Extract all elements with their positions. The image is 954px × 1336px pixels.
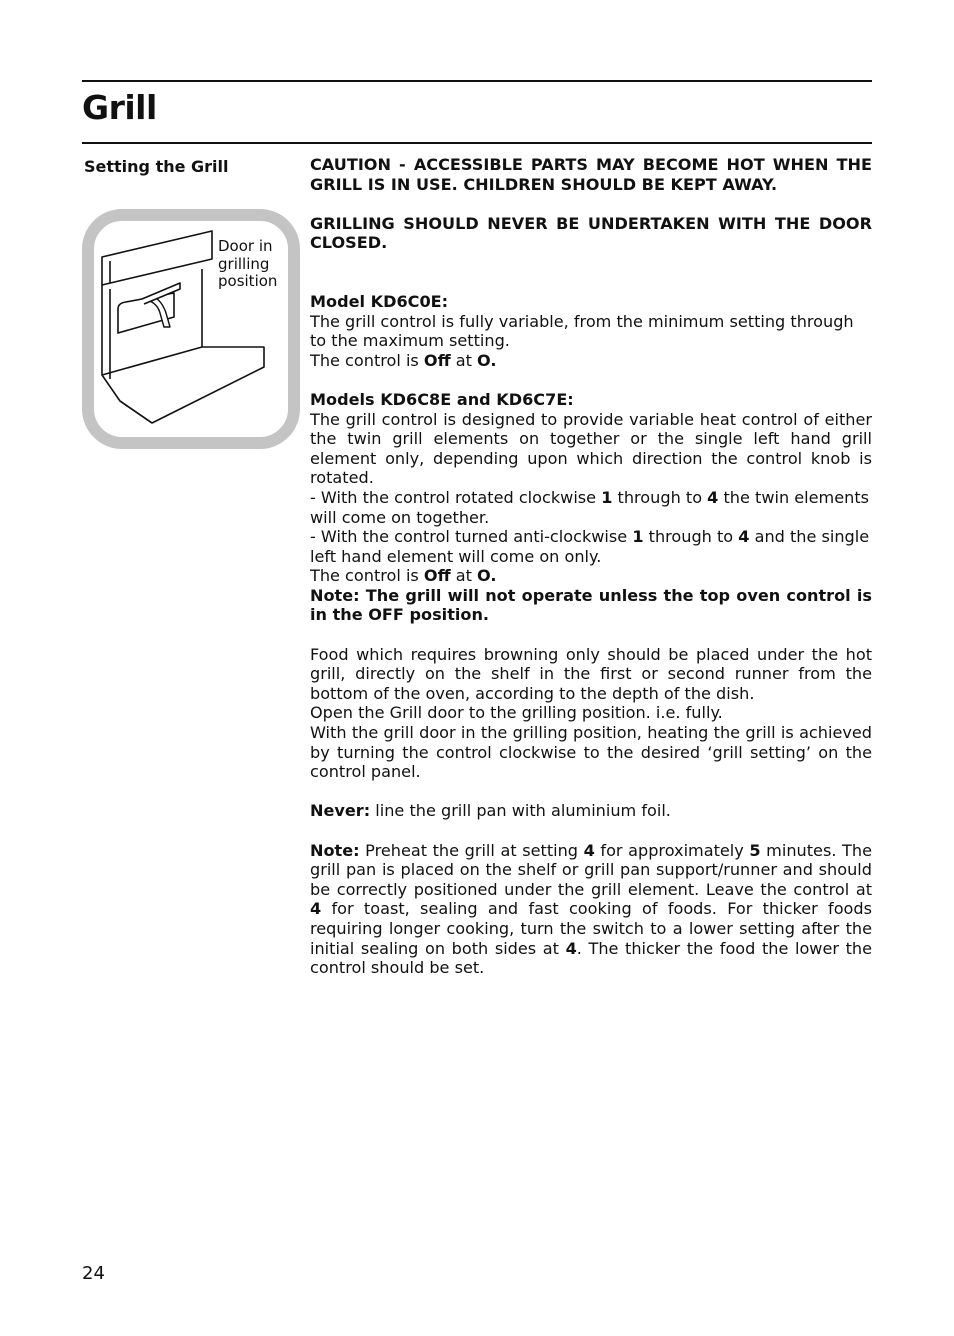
page-number: 24 xyxy=(82,1263,105,1284)
figure-caption-line: Door in xyxy=(218,237,273,255)
food-placement-text: Food which requires browning only should be placed under the hot grill, directly on the shelf in the first or second runner from the bottom of the oven, according to the depth of the dish. xyxy=(310,644,872,703)
top-rule xyxy=(82,80,872,82)
figure-caption xyxy=(218,238,277,291)
figure-caption-line: grilling xyxy=(218,254,270,273)
door-closed-warning: GRILLING SHOULD NEVER BE UNDERTAKEN WITH THE DOOR CLOSED. xyxy=(310,213,872,253)
off-position-text: The control is Off at O. xyxy=(310,350,497,370)
models-description: The grill control is designed to provide variable heat control of either the twin grill elements on together or the single left hand grill element only, depending upon which direction the control knob is rotated. xyxy=(310,409,872,488)
clockwise-text: - With the control rotated clockwise 1 through to 4 the twin elements will come on together. xyxy=(310,487,870,527)
off-position-text: The control is Off at O. xyxy=(310,566,497,586)
page-title: Grill xyxy=(82,88,157,127)
grill-heating-text: With the grill door in the grilling position, heating the grill is achieved by turning the control clockwise to the desired ‘grill setting’ on the control panel. xyxy=(310,723,872,782)
model-description: The grill control is fully variable, from the minimum setting through to the maximum setting. xyxy=(310,311,854,351)
door-position-text: Open the Grill door to the grilling position. i.e. fully. xyxy=(310,703,723,723)
model-heading: Model KD6C0E: xyxy=(310,291,449,311)
never-warning: Never: line the grill pan with aluminium foil. xyxy=(310,801,671,821)
main-content xyxy=(310,155,872,978)
figure-caption-line: position xyxy=(218,272,278,290)
models-heading: Models KD6C8E and KD6C7E: xyxy=(310,389,574,409)
preheat-note: Note: Preheat the grill at setting 4 for approximately 5 minutes. The grill pan is placed on the shelf or grill pan support/runner and should be correctly positioned under the grill element. Leave the control at 4 for toast, sealing and fast cooking of foods. For thicker foods requiring longer cooking, turn the switch to a lower setting after the initial sealing on both sides at 4. The thicker the food the lower the control should be set. xyxy=(310,840,872,978)
top-oven-note: Note: The grill will not operate unless the top oven control is in the OFF position. xyxy=(310,585,872,625)
section-heading: Setting the Grill xyxy=(84,157,229,176)
anticlockwise-text: - With the control turned anti-clockwise 1 through to 4 and the single left hand element will come on only. xyxy=(310,527,870,566)
header-rule xyxy=(82,142,872,144)
caution-warning: CAUTION - ACCESSIBLE PARTS MAY BECOME HOT WHEN THE GRILL IS IN USE. CHILDREN SHOULD BE KEPT AWAY. xyxy=(310,155,872,194)
